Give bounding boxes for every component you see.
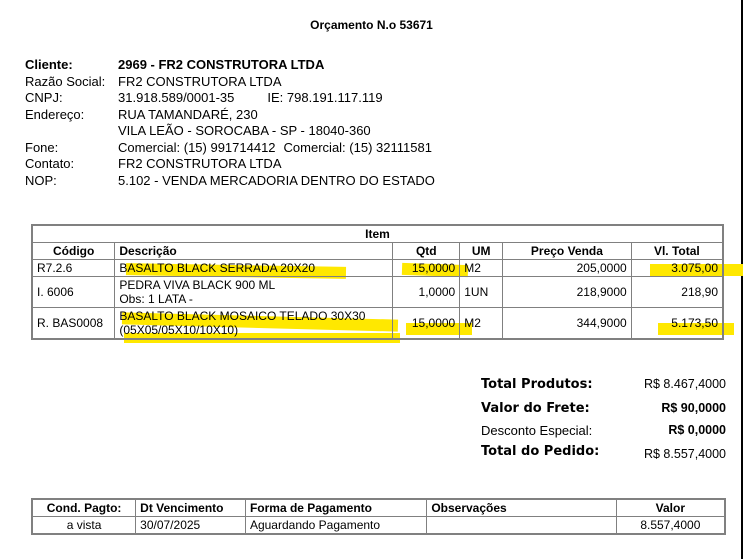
nop-row bbox=[25, 173, 435, 190]
col-codigo: Código bbox=[32, 243, 115, 260]
client-value: 2969 - FR2 CONSTRUTORA LTDA bbox=[118, 57, 325, 72]
cell-preco: 205,0000 bbox=[503, 260, 632, 277]
ie-label: IE: bbox=[267, 90, 284, 105]
cnpj-row bbox=[25, 90, 435, 107]
cell-valor: 8.557,4000 bbox=[616, 517, 725, 535]
table-row bbox=[32, 308, 723, 340]
cell-um: M2 bbox=[460, 308, 503, 340]
cell-descricao-line2: Obs: 1 LATA - bbox=[119, 292, 193, 306]
cell-codigo: I. 6006 bbox=[32, 277, 115, 308]
col-valor: Valor bbox=[616, 499, 725, 517]
contato-row bbox=[25, 156, 435, 173]
endereco-line2: VILA LEÃO - SOROCABA - SP - 18040-360 bbox=[118, 123, 371, 138]
cnpj-value: 31.918.589/0001-35 bbox=[118, 90, 235, 105]
col-observacoes: Observações bbox=[427, 499, 616, 517]
cell-preco: 218,9000 bbox=[503, 277, 632, 308]
cell-qtd: 1,0000 bbox=[393, 277, 460, 308]
client-label: Cliente: bbox=[25, 57, 73, 72]
col-cond-pagto: Cond. Pagto: bbox=[32, 499, 136, 517]
cell-codigo: R7.2.6 bbox=[32, 260, 115, 277]
client-info bbox=[25, 57, 435, 189]
cell-total: 218,90 bbox=[631, 277, 723, 308]
ie-value: 798.191.117.119 bbox=[286, 90, 383, 105]
cell-descricao-line1: BASALTO BLACK MOSAICO TELADO 30X30 bbox=[119, 309, 366, 323]
endereco-row bbox=[25, 107, 435, 124]
nop-label: NOP: bbox=[25, 172, 57, 188]
payment-row bbox=[32, 517, 725, 535]
valor-frete-value: R$ 90,0000 bbox=[661, 401, 726, 415]
col-descricao: Descrição bbox=[115, 243, 393, 260]
contato-label: Contato: bbox=[25, 156, 75, 171]
table-row bbox=[32, 260, 723, 277]
razao-value: FR2 CONSTRUTORA LTDA bbox=[118, 73, 282, 89]
cell-um: M2 bbox=[460, 260, 503, 277]
cell-descricao bbox=[115, 308, 393, 340]
nop-value: 5.102 - VENDA MERCADORIA DENTRO DO ESTADO bbox=[118, 172, 435, 188]
cell-descricao: BASALTO BLACK SERRADA 20X20 bbox=[115, 260, 393, 277]
cell-codigo: R. BAS0008 bbox=[32, 308, 115, 340]
endereco-line1: RUA TAMANDARÉ, 230 bbox=[118, 106, 258, 122]
items-group-header bbox=[32, 225, 723, 243]
col-qtd: Qtd bbox=[393, 243, 460, 260]
endereco-label: Endereço: bbox=[25, 106, 85, 122]
col-forma-pagamento: Forma de Pagamento bbox=[245, 499, 426, 517]
payment-table bbox=[31, 498, 726, 535]
total-produtos-label: Total Produtos: bbox=[481, 377, 593, 392]
cell-qtd: 15,0000 bbox=[393, 308, 460, 340]
fone-row bbox=[25, 140, 435, 157]
endereco-row-2 bbox=[25, 123, 435, 140]
col-total: Vl. Total bbox=[631, 243, 723, 260]
cell-obs bbox=[427, 517, 616, 535]
razao-row bbox=[25, 74, 435, 91]
valor-frete-label: Valor do Frete: bbox=[481, 401, 590, 416]
payment-header-row bbox=[32, 499, 725, 517]
contato-value: FR2 CONSTRUTORA LTDA bbox=[118, 156, 282, 171]
cnpj-label: CNPJ: bbox=[25, 90, 63, 105]
cell-total: 3.075,00 bbox=[631, 260, 723, 277]
table-row bbox=[32, 277, 723, 308]
razao-label: Razão Social: bbox=[25, 73, 106, 89]
items-group-title: Item bbox=[32, 225, 723, 243]
fone-label: Fone: bbox=[25, 139, 59, 155]
items-table bbox=[31, 224, 724, 340]
cell-qtd: 15,0000 bbox=[393, 260, 460, 277]
cell-descricao-line2: (05X05/05X10/10X10) bbox=[119, 323, 239, 337]
fone-value-1: Comercial: (15) 991714412 bbox=[118, 139, 276, 155]
fone-value-2: Comercial: (15) 32111581 bbox=[283, 139, 432, 155]
desconto-value: R$ 0,0000 bbox=[668, 423, 726, 437]
cell-forma: Aguardando Pagamento bbox=[245, 517, 426, 535]
col-dt-vencimento: Dt Vencimento bbox=[136, 499, 246, 517]
document-title: Orçamento N.o 53671 bbox=[310, 18, 433, 32]
cell-vencimento: 30/07/2025 bbox=[136, 517, 246, 535]
col-preco: Preço Venda bbox=[503, 243, 632, 260]
cell-descricao-line1: PEDRA VIVA BLACK 900 ML bbox=[119, 278, 276, 292]
total-pedido-label: Total do Pedido: bbox=[481, 444, 600, 459]
total-pedido-value: R$ 8.557,4000 bbox=[643, 447, 726, 461]
client-row bbox=[25, 57, 435, 74]
col-um: UM bbox=[460, 243, 503, 260]
cell-descricao bbox=[115, 277, 393, 308]
cell-total: 5.173,50 bbox=[631, 308, 723, 340]
total-produtos-value: R$ 8.467,4000 bbox=[643, 377, 726, 391]
cell-cond: a vista bbox=[32, 517, 136, 535]
cell-um: 1UN bbox=[460, 277, 503, 308]
cell-preco: 344,9000 bbox=[503, 308, 632, 340]
items-header-row bbox=[32, 243, 723, 260]
desconto-label: Desconto Especial: bbox=[481, 423, 593, 438]
